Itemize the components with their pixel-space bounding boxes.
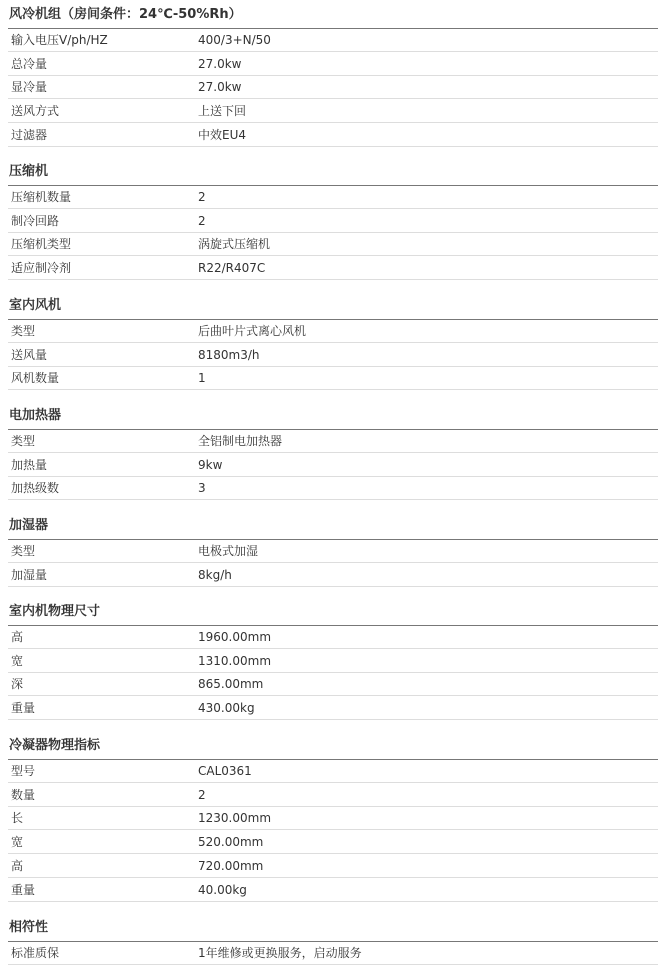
spec-value: 中效EU4	[198, 127, 247, 142]
spec-row	[8, 564, 658, 587]
section-title: 电加热器	[9, 408, 62, 423]
spec-label: 重量	[11, 882, 36, 897]
spec-value: 全铝制电加热器	[198, 434, 283, 448]
spec-value: 1310.00mm	[198, 653, 272, 668]
spec-section	[0, 604, 663, 723]
spec-label: 标准质保	[11, 946, 60, 960]
row-divider	[8, 389, 658, 390]
spec-row	[8, 124, 658, 147]
section-title: 室内机物理尺寸	[9, 604, 101, 619]
spec-label: 风机数量	[11, 371, 60, 386]
spec-row	[8, 367, 658, 390]
spec-value: 9kw	[198, 457, 223, 472]
spec-label: 型号	[11, 764, 36, 778]
spec-row	[8, 831, 658, 854]
spec-label: 压缩机数量	[11, 190, 72, 204]
spec-value: 电极式加湿	[198, 544, 259, 558]
row-divider	[8, 499, 658, 500]
spec-row	[8, 344, 658, 367]
spec-label: 显冷量	[11, 80, 48, 95]
spec-row	[8, 477, 658, 500]
spec-row	[8, 100, 658, 123]
spec-section	[0, 298, 663, 393]
spec-section	[0, 7, 663, 150]
spec-row	[8, 626, 658, 649]
spec-label: 类型	[11, 434, 36, 448]
spec-value: 3	[198, 481, 206, 496]
spec-label: 送风量	[11, 347, 48, 362]
spec-value: 400/3+N/50	[198, 33, 271, 47]
spec-value: 720.00mm	[198, 858, 264, 873]
spec-value: 1年维修或更换服务，启动服务	[198, 946, 362, 960]
spec-label: 宽	[11, 835, 24, 850]
spec-section	[0, 738, 663, 904]
spec-row	[8, 186, 658, 209]
spec-row	[8, 942, 658, 965]
spec-label: 深	[11, 677, 24, 692]
spec-value: 520.00mm	[198, 835, 264, 850]
spec-label: 类型	[11, 324, 36, 338]
row-divider	[8, 279, 658, 280]
spec-row	[8, 673, 658, 696]
spec-row	[8, 784, 658, 807]
row-divider	[8, 146, 658, 147]
spec-section	[0, 408, 663, 503]
spec-value: 27.0kw	[198, 56, 242, 71]
section-title: 室内风机	[9, 298, 62, 313]
spec-row	[8, 855, 658, 878]
spec-value: 1	[198, 371, 206, 386]
section-title: 冷凝器物理指标	[9, 738, 101, 753]
section-title: 风冷机组（房间条件：24℃-50%Rh）	[9, 7, 242, 22]
spec-value: 430.00kg	[198, 701, 255, 716]
spec-row	[8, 760, 658, 783]
spec-label: 高	[11, 858, 24, 873]
spec-row	[8, 53, 658, 76]
spec-label: 适应制冷剂	[11, 261, 72, 276]
spec-label: 高	[11, 630, 24, 644]
spec-row	[8, 233, 658, 256]
spec-value: 涡旋式压缩机	[198, 237, 271, 252]
spec-row	[8, 320, 658, 343]
spec-value: 865.00mm	[198, 677, 264, 692]
spec-label: 重量	[11, 701, 36, 716]
spec-label: 数量	[11, 787, 36, 802]
section-title: 压缩机	[9, 164, 49, 179]
spec-row	[8, 29, 658, 52]
spec-value: 27.0kw	[198, 80, 242, 95]
spec-section	[0, 164, 663, 283]
spec-label: 加湿量	[11, 567, 48, 582]
spec-value: 40.00kg	[198, 882, 247, 897]
spec-value: 上送下回	[198, 104, 247, 119]
spec-row	[8, 697, 658, 720]
spec-label: 总冷量	[11, 56, 48, 71]
spec-row	[8, 454, 658, 477]
spec-row	[8, 76, 658, 99]
spec-label: 加热量	[11, 457, 48, 472]
spec-label: 过滤器	[11, 127, 48, 142]
spec-row	[8, 257, 658, 280]
spec-label: 输入电压V/ph/HZ	[11, 33, 108, 47]
row-divider	[8, 901, 658, 902]
spec-row	[8, 210, 658, 233]
spec-label: 送风方式	[11, 104, 60, 119]
spec-value: 8kg/h	[198, 567, 232, 582]
spec-value: 8180m3/h	[198, 347, 260, 362]
spec-row	[8, 430, 658, 453]
section-title: 相符性	[9, 920, 49, 935]
spec-value: 1960.00mm	[198, 630, 272, 644]
spec-value: R22/R407C	[198, 261, 266, 276]
row-divider	[8, 719, 658, 720]
spec-value: 1230.00mm	[198, 811, 272, 826]
spec-value: 2	[198, 787, 206, 802]
spec-row	[8, 650, 658, 673]
spec-label: 长	[11, 811, 24, 826]
spec-label: 类型	[11, 544, 36, 558]
section-title: 加湿器	[9, 518, 49, 533]
spec-value: 2	[198, 213, 206, 228]
spec-row	[8, 807, 658, 830]
spec-value: 后曲叶片式离心风机	[198, 324, 307, 338]
spec-section	[0, 518, 663, 589]
spec-label: 宽	[11, 653, 24, 668]
spec-label: 加热级数	[11, 481, 60, 496]
row-divider	[8, 586, 658, 587]
spec-value: 2	[198, 190, 206, 204]
spec-label: 制冷回路	[11, 213, 60, 228]
spec-row	[8, 879, 658, 902]
spec-label: 压缩机类型	[11, 237, 72, 252]
spec-row	[8, 540, 658, 563]
spec-section	[0, 920, 663, 968]
spec-value: CAL0361	[198, 764, 252, 778]
